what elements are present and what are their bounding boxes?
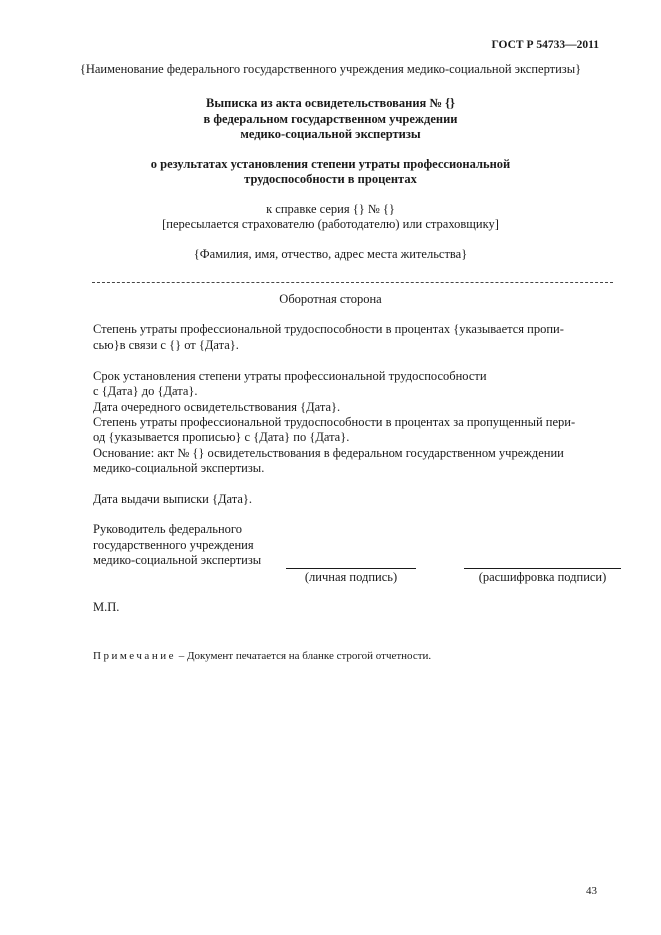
document-title-line3: медико-социальной экспертизы xyxy=(240,127,421,141)
personal-signature-line xyxy=(286,568,416,569)
forwarding-note: [пересылается страхователю (работодателю) или страховщику] xyxy=(162,217,499,231)
basis-text: Основание: акт № {} освидетельствования в федеральном государственном учреждении xyxy=(93,446,564,460)
document-title-line2: в федеральном государственном учреждении xyxy=(203,112,458,126)
document-title-line1: Выписка из акта освидетельствования № {} xyxy=(206,96,455,110)
footnote-label: Примечание xyxy=(93,650,176,662)
signatory-role: государственного учреждения xyxy=(93,538,254,552)
standard-number: ГОСТ Р 54733—2011 xyxy=(491,39,599,51)
reverse-side-label: Оборотная сторона xyxy=(279,292,382,306)
footnote-text: – Документ печатается на бланке строгой отчетности. xyxy=(178,650,432,662)
document-subtitle-line2: трудоспособности в процентах xyxy=(244,172,417,186)
missed-period-text: Степень утраты профессиональной трудоспособности в процентах за пропущенный пери- xyxy=(93,415,576,429)
issue-date-text: Дата выдачи выписки {Дата}. xyxy=(93,492,253,506)
decoded-signature-label: (расшифровка подписи) xyxy=(478,570,607,584)
term-text: Срок установления степени утраты профессиональной трудоспособности xyxy=(93,369,487,383)
decoded-signature-line xyxy=(464,568,621,569)
person-details: {Фамилия, имя, отчество, адрес места жительства} xyxy=(193,247,468,261)
missed-period-text: од {указывается прописью} с {Дата} по {Дата}. xyxy=(93,430,350,444)
organization-name: {Наименование федерального государственного учреждения медико-социальной экспертизы} xyxy=(79,62,582,76)
stamp-place: М.П. xyxy=(93,600,120,614)
page-number: 43 xyxy=(586,885,597,897)
basis-text: медико-социальной экспертизы. xyxy=(93,461,265,475)
signatory-role: Руководитель федерального xyxy=(93,522,242,536)
footnote xyxy=(93,650,431,662)
disability-degree-text: Степень утраты профессиональной трудоспособности в процентах {указывается пропи- xyxy=(93,322,564,336)
document-subtitle-line1: о результатах установления степени утраты профессиональной xyxy=(150,157,511,171)
signatory-role: медико-социальной экспертизы xyxy=(93,553,262,567)
certificate-reference: к справке серия {} № {} xyxy=(266,202,395,216)
next-examination-text: Дата очередного освидетельствования {Дата}. xyxy=(93,400,341,414)
personal-signature-label: (личная подпись) xyxy=(304,570,398,584)
term-text: с {Дата} до {Дата}. xyxy=(93,384,198,398)
cut-line-divider xyxy=(92,282,613,283)
disability-degree-text: сью}в связи с {} от {Дата}. xyxy=(93,338,239,352)
